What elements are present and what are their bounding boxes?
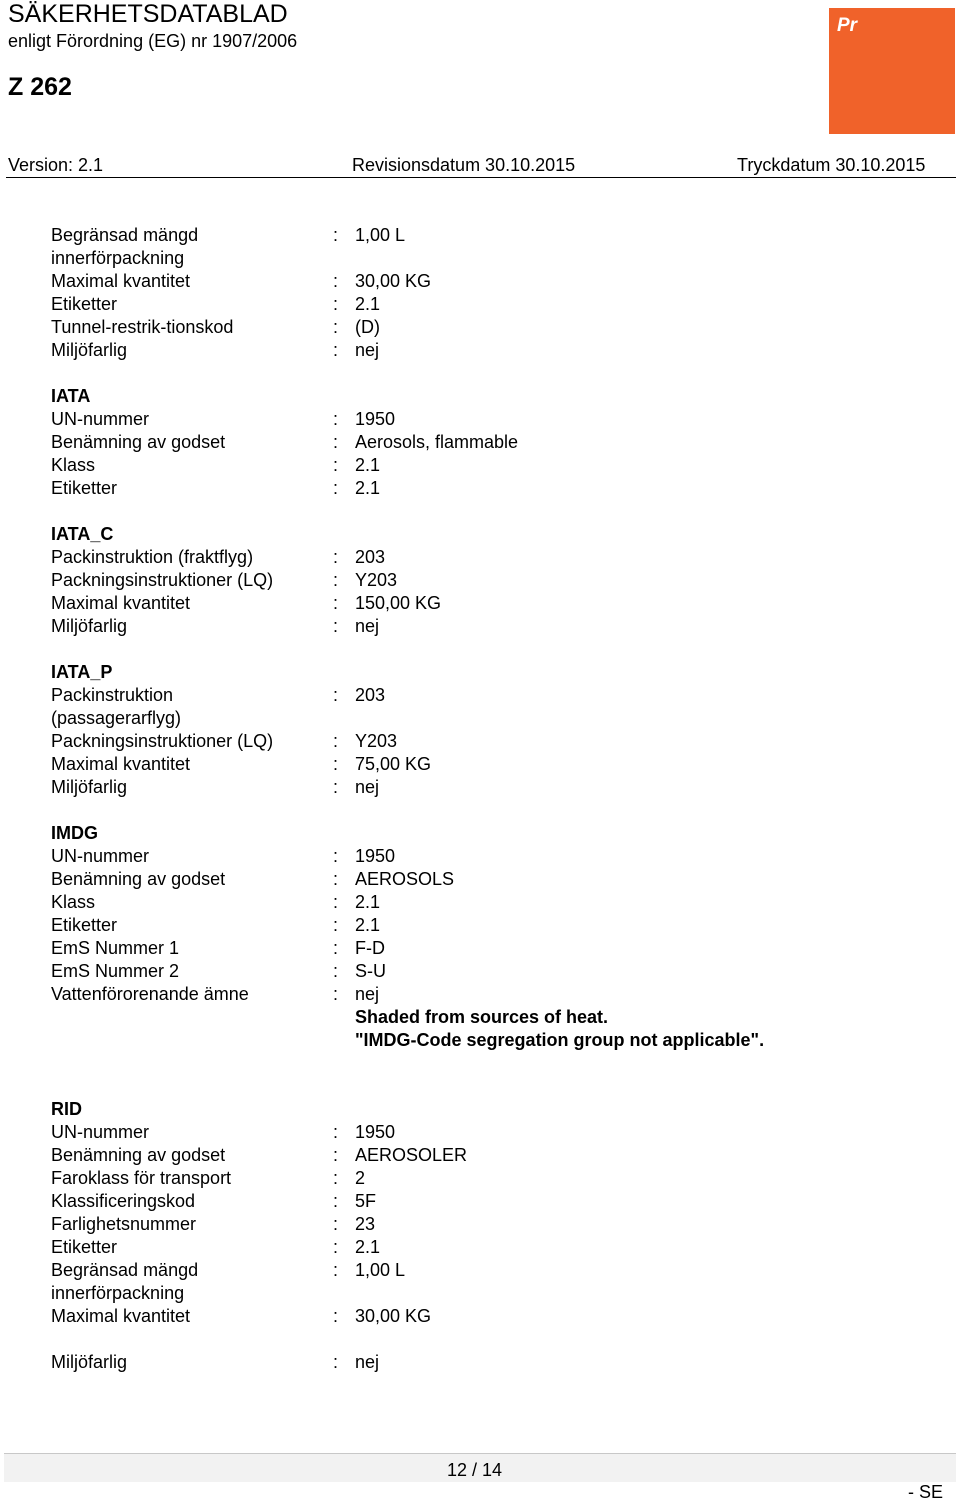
imdg-note: "IMDG-Code segregation group not applicable". [355,1030,765,1050]
row-separator: : [333,984,339,1004]
row-label: Miljöfarlig [51,1352,128,1372]
row-value: 30,00 KG [355,1306,432,1326]
row-value: Aerosols, flammable [355,432,519,452]
row-label: EmS Nummer 2 [51,961,180,981]
row-label: UN-nummer [51,1122,150,1142]
row-label: Klass [51,892,96,912]
row-separator: : [333,1191,339,1211]
imdg-note: Shaded from sources of heat. [355,1007,609,1027]
header-divider [6,177,956,178]
row-value: 1950 [355,846,396,866]
row-separator: : [333,1260,339,1280]
row-label: Maximal kvantitet [51,754,191,774]
row-value: 30,00 KG [355,271,432,291]
row-value: 203 [355,547,386,567]
row-value: AEROSOLS [355,869,455,889]
row-separator: : [333,754,339,774]
row-separator: : [333,271,339,291]
row-separator: : [333,1122,339,1142]
row-separator: : [333,892,339,912]
row-value: Y203 [355,731,398,751]
row-label: innerförpackning [51,1283,185,1303]
row-label: Benämning av godset [51,432,226,452]
row-value: 2.1 [355,915,381,935]
row-separator: : [333,616,339,636]
row-value: 1,00 L [355,225,406,245]
row-value: nej [355,777,380,797]
row-label: Begränsad mängd [51,1260,199,1280]
row-label: Farlighetsnummer [51,1214,197,1234]
row-separator: : [333,570,339,590]
product-code: Z 262 [8,73,72,101]
row-separator: : [333,317,339,337]
row-separator: : [333,869,339,889]
row-label: Maximal kvantitet [51,1306,191,1326]
row-label: Maximal kvantitet [51,593,191,613]
row-value: 1950 [355,409,396,429]
row-label: Maximal kvantitet [51,271,191,291]
row-value: 5F [355,1191,377,1211]
row-label: UN-nummer [51,409,150,429]
row-label: UN-nummer [51,846,150,866]
row-separator: : [333,1237,339,1257]
row-label: Packinstruktion [51,685,174,705]
row-value: 2.1 [355,1237,381,1257]
row-value: 203 [355,685,386,705]
row-separator: : [333,1352,339,1372]
row-separator: : [333,547,339,567]
section-heading: IMDG [51,823,98,843]
row-label: (passagerarflyg) [51,708,182,728]
section-heading: RID [51,1099,82,1119]
row-separator: : [333,961,339,981]
row-separator: : [333,846,339,866]
country-code: - SE [908,1482,944,1502]
revision-date: Revisionsdatum 30.10.2015 [352,155,576,175]
row-label: Packningsinstruktioner (LQ) [51,731,274,751]
row-separator: : [333,409,339,429]
row-separator: : [333,731,339,751]
row-value: S-U [355,961,386,981]
row-value: F-D [355,938,385,958]
version-label: Version: 2.1 [8,155,104,175]
row-separator: : [333,1306,339,1326]
row-value: 2.1 [355,478,381,498]
row-label: Etiketter [51,1237,118,1257]
row-label: Miljöfarlig [51,616,128,636]
row-label: Vattenförorenande ämne [51,984,249,1004]
print-date: Tryckdatum 30.10.2015 [737,155,926,175]
row-separator: : [333,340,339,360]
row-separator: : [333,593,339,613]
row-separator: : [333,1145,339,1165]
row-value: 150,00 KG [355,593,442,613]
row-label: Miljöfarlig [51,777,128,797]
row-label: Etiketter [51,915,118,935]
row-label: Packningsinstruktioner (LQ) [51,570,274,590]
section-heading: IATA_P [51,662,113,682]
row-separator: : [333,478,339,498]
row-separator: : [333,915,339,935]
row-label: Begränsad mängd [51,225,199,245]
document-subtitle: enligt Förordning (EG) nr 1907/2006 [8,31,298,51]
row-label: Etiketter [51,294,118,314]
row-separator: : [333,938,339,958]
row-value: 2.1 [355,294,381,314]
row-value: 2 [355,1168,366,1188]
row-separator: : [333,294,339,314]
row-value: 2.1 [355,455,381,475]
row-value: nej [355,1352,380,1372]
row-label: Tunnel-restrik-tionskod [51,317,234,337]
row-separator: : [333,685,339,705]
row-value: nej [355,616,380,636]
logo-text: Pr [837,15,858,36]
row-separator: : [333,455,339,475]
row-label: Packinstruktion (fraktflyg) [51,547,254,567]
document-title: SÄKERHETSDATABLAD [8,0,288,28]
row-separator: : [333,1214,339,1234]
row-separator: : [333,432,339,452]
page-number: 12 / 14 [447,1460,503,1480]
row-label: Miljöfarlig [51,340,128,360]
row-value: Y203 [355,570,398,590]
row-label: Faroklass för transport [51,1168,232,1188]
row-label: Etiketter [51,478,118,498]
row-separator: : [333,225,339,245]
row-value: 1950 [355,1122,396,1142]
row-value: 1,00 L [355,1260,406,1280]
section-heading: IATA [51,386,91,406]
company-logo [829,8,955,134]
row-value: 2.1 [355,892,381,912]
row-label: Klassificeringskod [51,1191,196,1211]
row-value: nej [355,340,380,360]
row-separator: : [333,1168,339,1188]
row-separator: : [333,777,339,797]
row-value: (D) [355,317,380,337]
row-label: innerförpackning [51,248,185,268]
section-heading: IATA_C [51,524,114,544]
row-value: 23 [355,1214,376,1234]
row-label: Benämning av godset [51,869,226,889]
row-label: Klass [51,455,96,475]
row-label: EmS Nummer 1 [51,938,180,958]
row-value: AEROSOLER [355,1145,468,1165]
row-value: 75,00 KG [355,754,432,774]
row-value: nej [355,984,380,1004]
row-label: Benämning av godset [51,1145,226,1165]
